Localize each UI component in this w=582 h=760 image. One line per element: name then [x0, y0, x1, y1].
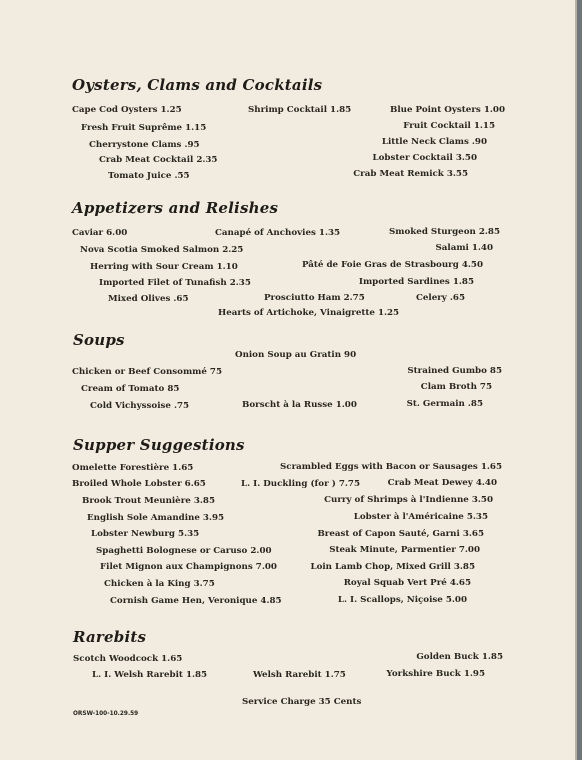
menu-item: Fruit Cocktail 1.15: [403, 121, 495, 131]
menu-item: Steak Minute, Parmentier 7.00: [329, 545, 480, 555]
menu-item: Spaghetti Bolognese or Caruso 2.00: [96, 546, 272, 556]
menu-item: Nova Scotia Smoked Salmon 2.25: [80, 245, 244, 255]
menu-item: Shrimp Cocktail 1.85: [248, 105, 352, 115]
menu-item: Onion Soup au Gratin 90: [235, 350, 357, 360]
section-heading-rarebits: Rarebits: [73, 628, 147, 646]
service-charge: Service Charge 35 Cents: [242, 697, 362, 707]
menu-item: Prosciutto Ham 2.75: [264, 293, 365, 303]
menu-item: Pâté de Foie Gras de Strasbourg 4.50: [301, 260, 483, 270]
menu-item: Crab Meat Cocktail 2.35: [99, 155, 218, 165]
menu-item: Crab Meat Dewey 4.40: [387, 478, 497, 488]
menu-item: Omelette Forestière 1.65: [72, 463, 194, 473]
menu-item: Golden Buck 1.85: [416, 652, 503, 662]
menu-item: Smoked Sturgeon 2.85: [389, 227, 500, 237]
menu-item: L. I. Welsh Rarebit 1.85: [92, 670, 208, 680]
page-edge: [577, 0, 582, 760]
menu-item: L. I. Duckling (for ) 7.75: [241, 479, 360, 489]
section-heading-supper: Supper Suggestions: [73, 436, 245, 454]
section-heading-appetizers: Appetizers and Relishes: [72, 199, 279, 217]
menu-item: Strained Gumbo 85: [407, 366, 502, 376]
section-heading-soups: Soups: [73, 331, 125, 349]
menu-item: Royal Squab Vert Pré 4.65: [343, 578, 471, 588]
menu-item: Filet Mignon aux Champignons 7.00: [100, 562, 277, 572]
menu-item: Blue Point Oysters 1.00: [390, 105, 505, 115]
menu-item: Caviar 6.00: [72, 228, 128, 238]
menu-item: Borscht à la Russe 1.00: [242, 400, 357, 410]
menu-item: Loin Lamb Chop, Mixed Grill 3.85: [310, 562, 475, 572]
menu-item: Tomato Juice .55: [108, 171, 190, 181]
menu-item: Mixed Olives .65: [108, 294, 189, 304]
menu-item: Fresh Fruit Suprême 1.15: [81, 123, 207, 133]
menu-item: Cold Vichyssoise .75: [90, 401, 190, 411]
menu-item: Brook Trout Meunière 3.85: [82, 496, 216, 506]
menu-item: Crab Meat Remick 3.55: [353, 169, 468, 179]
menu-item: Lobster à l'Américaine 5.35: [353, 512, 488, 522]
print-code: ORSW-100-10.29.59: [73, 711, 139, 717]
menu-item: Curry of Shrimps à l'Indienne 3.50: [324, 495, 493, 505]
menu-item: Cream of Tomato 85: [81, 384, 180, 394]
menu-item: Chicken or Beef Consommé 75: [72, 367, 222, 377]
menu-item: Cornish Game Hen, Veronique 4.85: [110, 596, 282, 606]
menu-item: Scrambled Eggs with Bacon or Sausages 1.65: [280, 462, 502, 472]
menu-item: Scotch Woodcock 1.65: [73, 654, 183, 664]
menu-item: Cape Cod Oysters 1.25: [72, 105, 182, 115]
menu-item: Celery .65: [415, 293, 465, 303]
menu-item: Imported Sardines 1.85: [358, 277, 474, 287]
menu-item: Little Neck Clams .90: [381, 137, 487, 147]
menu-item: Cherrystone Clams .95: [89, 140, 200, 150]
menu-item: English Sole Amandine 3.95: [87, 513, 225, 523]
menu-item: Welsh Rarebit 1.75: [253, 670, 346, 680]
menu-item: St. Germain .85: [406, 399, 483, 409]
menu-item: Lobster Cocktail 3.50: [372, 153, 477, 163]
menu-item: Yorkshire Buck 1.95: [386, 669, 485, 679]
menu-item: Hearts of Artichoke, Vinaigrette 1.25: [218, 308, 400, 318]
menu-item: Canapé of Anchovies 1.35: [215, 228, 341, 238]
menu-item: Broiled Whole Lobster 6.65: [72, 479, 206, 489]
menu-item: Clam Broth 75: [420, 382, 492, 392]
menu-item: Herring with Sour Cream 1.10: [90, 262, 238, 272]
menu-item: Chicken à la King 3.75: [104, 579, 215, 589]
section-heading-oysters: Oysters, Clams and Cocktails: [72, 76, 323, 94]
menu-item: Salami 1.40: [435, 243, 493, 253]
menu-item: L. I. Scallops, Niçoise 5.00: [337, 595, 467, 605]
menu-item: Lobster Newburg 5.35: [91, 529, 200, 539]
menu-item: Imported Filet of Tunafish 2.35: [99, 278, 251, 288]
menu-item: Breast of Capon Sauté, Garni 3.65: [317, 529, 484, 539]
